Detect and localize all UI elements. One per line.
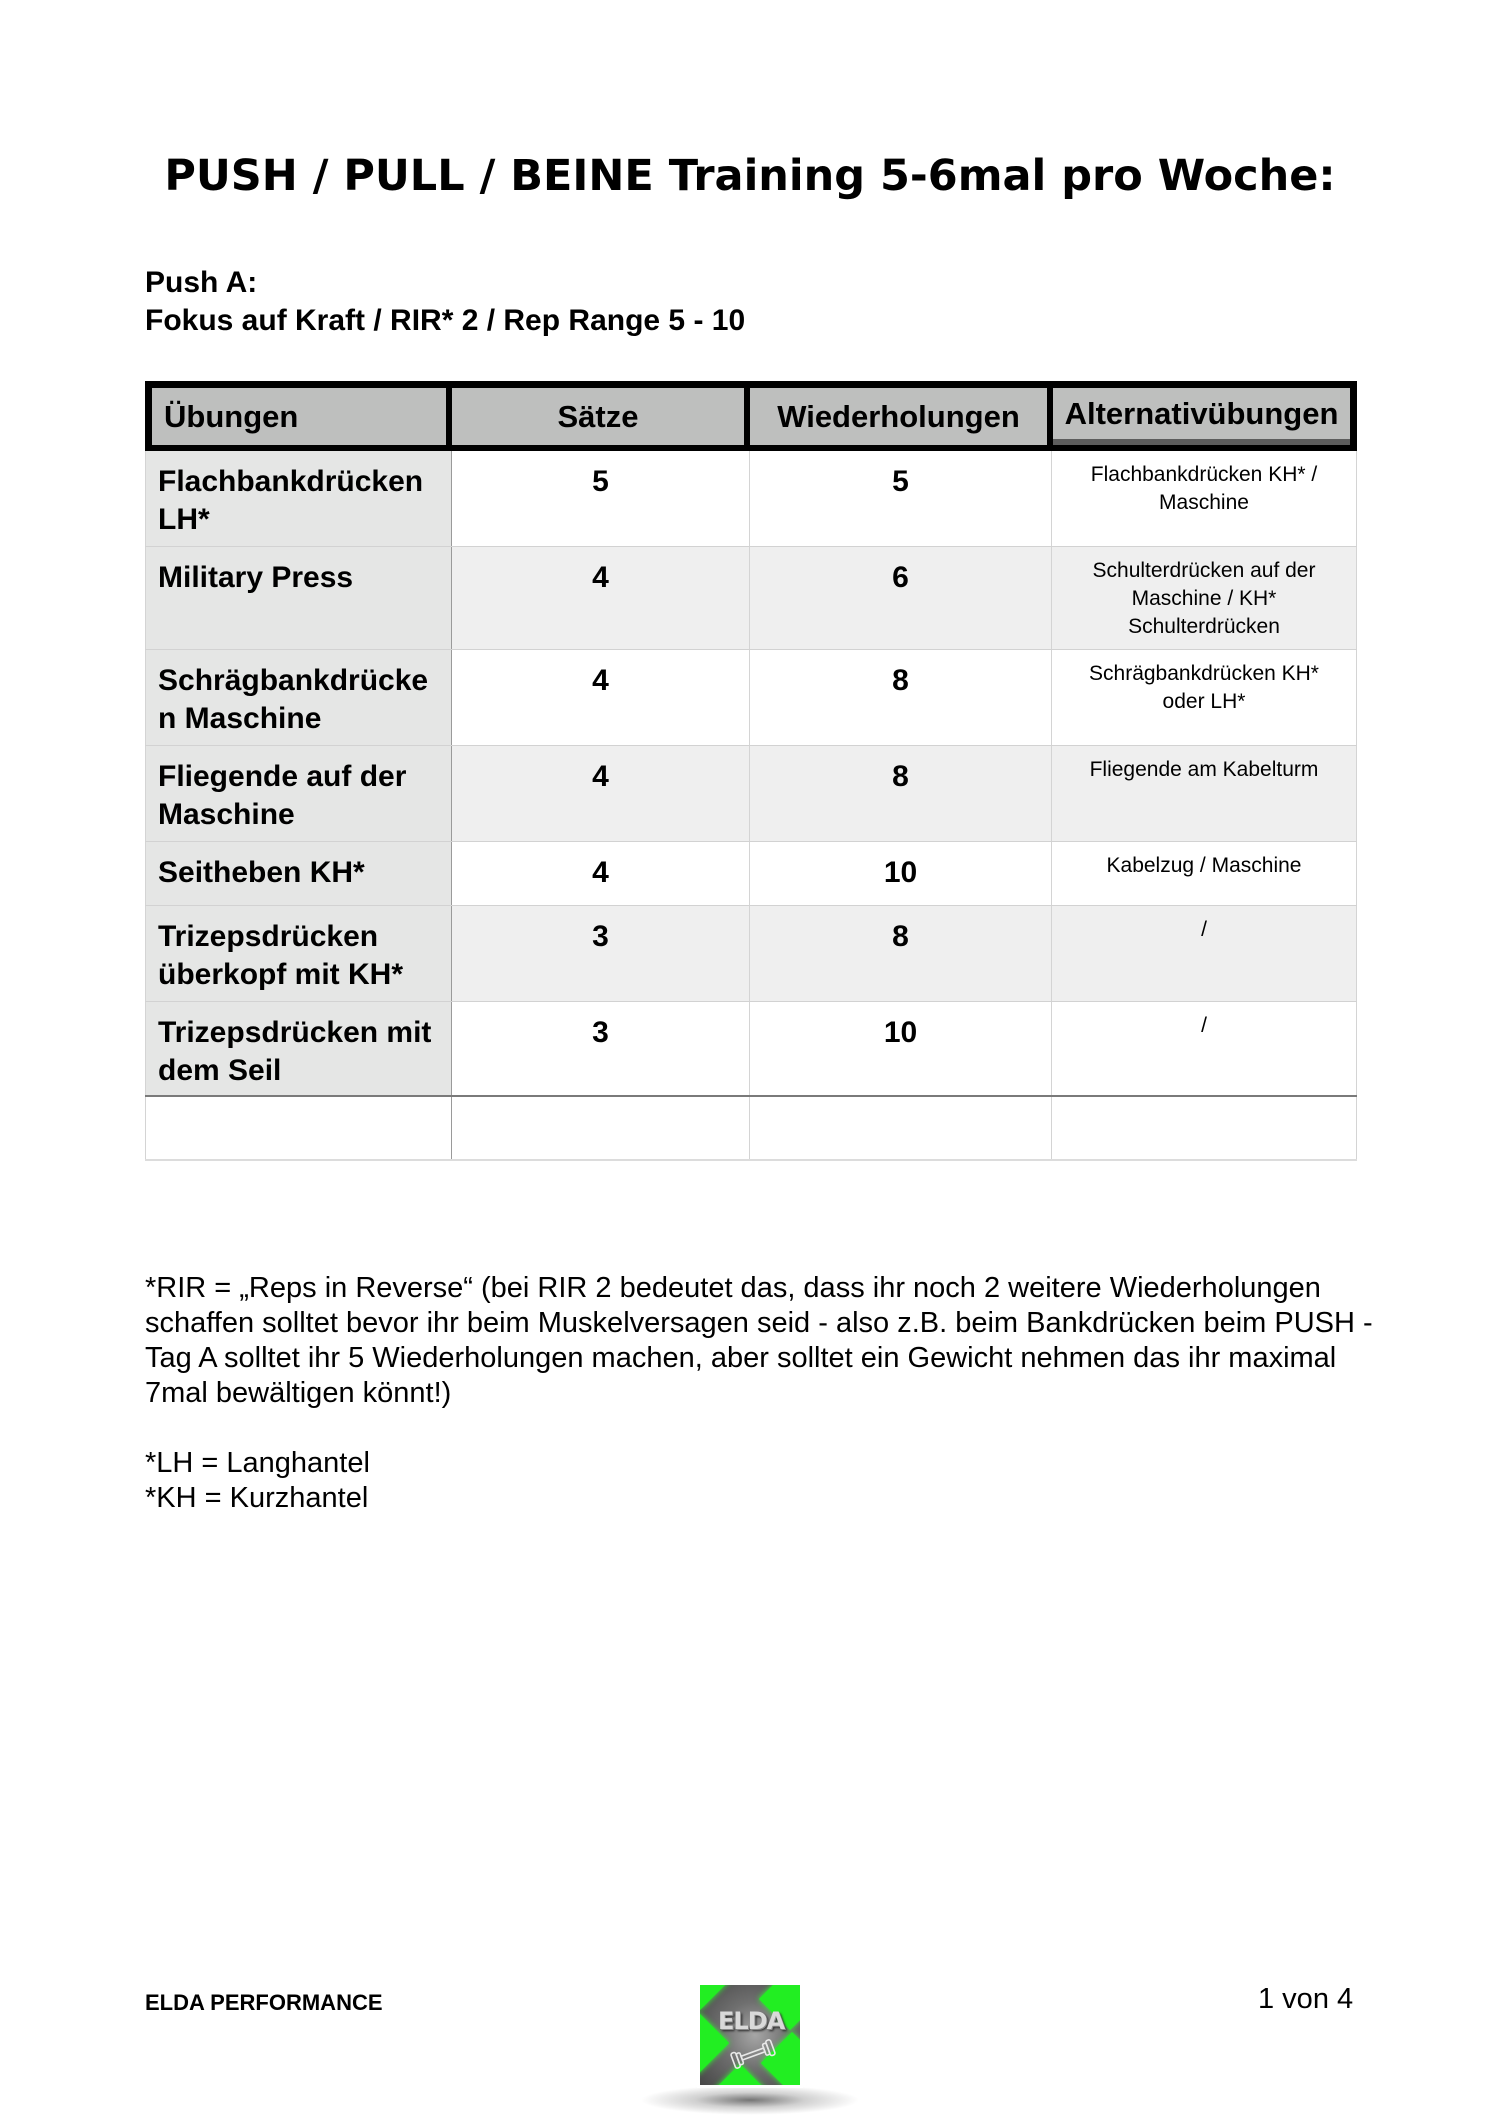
alternative-cell: Fliegende am Kabelturm bbox=[1052, 746, 1357, 841]
table-row bbox=[145, 451, 1357, 547]
section-focus: Fokus auf Kraft / RIR* 2 / Rep Range 5 - 10 bbox=[145, 304, 746, 337]
sets-cell: 4 bbox=[452, 842, 750, 905]
logo-shadow bbox=[640, 2085, 860, 2115]
alternative-cell: Schulterdrücken auf der Maschine / KH* Schulterdrücken bbox=[1052, 547, 1357, 649]
footnote-kh: *KH = Kurzhantel bbox=[145, 1482, 369, 1514]
column-header-exercises: Übungen bbox=[152, 388, 446, 445]
table-row bbox=[145, 1002, 1357, 1097]
alternative-cell: / bbox=[1052, 1002, 1357, 1095]
exercise-cell: Seitheben KH* bbox=[145, 842, 452, 905]
logo-image bbox=[700, 1985, 800, 2085]
sets-cell: 5 bbox=[452, 451, 750, 546]
table-header bbox=[145, 381, 1357, 451]
exercise-cell: Trizepsdrücken mit dem Seil bbox=[145, 1002, 452, 1095]
empty-cell bbox=[452, 1097, 750, 1159]
table-row bbox=[145, 547, 1357, 650]
sets-cell: 3 bbox=[452, 906, 750, 1001]
empty-cell bbox=[750, 1097, 1052, 1159]
column-header-reps: Wiederholungen bbox=[750, 388, 1047, 445]
reps-cell: 8 bbox=[750, 650, 1052, 745]
exercise-cell: Military Press bbox=[145, 547, 452, 649]
alternative-cell: Schrägbankdrücken KH* oder LH* bbox=[1052, 650, 1357, 745]
sets-cell: 3 bbox=[452, 1002, 750, 1095]
section-title: Push A: bbox=[145, 266, 258, 299]
alternative-cell: / bbox=[1052, 906, 1357, 1001]
page-title: PUSH / PULL / BEINE Training 5-6mal pro Woche: bbox=[164, 151, 1336, 201]
reps-cell: 8 bbox=[750, 746, 1052, 841]
exercise-table bbox=[145, 381, 1357, 1161]
footnote-rir: *RIR = „Reps in Reverse“ (bei RIR 2 bedeutet das, dass ihr noch 2 weitere Wiederholungen schaffen solltet bevor ihr beim Muskelversagen seid - also z.B. beim Bankdrücken beim PUSH - Tag A solltet ihr 5 Wiederholungen machen, aber solltet ein Gewicht nehmen das ihr maximal 7mal bewältigen könnt!) bbox=[145, 1272, 1373, 1409]
exercise-cell: Flachbankdrücken LH* bbox=[145, 451, 452, 546]
page-number: 1 von 4 bbox=[1258, 1983, 1354, 2015]
sets-cell: 4 bbox=[452, 547, 750, 649]
exercise-cell: Trizepsdrücken überkopf mit KH* bbox=[145, 906, 452, 1001]
table-row-empty bbox=[145, 1097, 1357, 1161]
reps-cell: 8 bbox=[750, 906, 1052, 1001]
exercise-cell: Schrägbankdrücken Maschine bbox=[145, 650, 452, 745]
logo-text: ELDA bbox=[718, 2007, 785, 2035]
column-header-sets: Sätze bbox=[452, 388, 744, 445]
brand-logo bbox=[697, 1982, 803, 2088]
footer-brand: ELDA PERFORMANCE bbox=[145, 1990, 383, 2015]
table-row bbox=[145, 842, 1357, 906]
alternative-cell: Kabelzug / Maschine bbox=[1052, 842, 1357, 905]
table-row bbox=[145, 906, 1357, 1002]
table-row bbox=[145, 650, 1357, 746]
empty-cell bbox=[145, 1097, 452, 1159]
footnote-lh: *LH = Langhantel bbox=[145, 1447, 370, 1479]
reps-cell: 10 bbox=[750, 842, 1052, 905]
empty-cell bbox=[1052, 1097, 1357, 1159]
column-header-alternatives: Alternativübungen bbox=[1053, 388, 1350, 445]
sets-cell: 4 bbox=[452, 746, 750, 841]
table-row bbox=[145, 746, 1357, 842]
reps-cell: 5 bbox=[750, 451, 1052, 546]
reps-cell: 6 bbox=[750, 547, 1052, 649]
alternative-cell: Flachbankdrücken KH* / Maschine bbox=[1052, 451, 1357, 546]
sets-cell: 4 bbox=[452, 650, 750, 745]
dumbbell-icon bbox=[728, 2039, 778, 2069]
exercise-cell: Fliegende auf der Maschine bbox=[145, 746, 452, 841]
reps-cell: 10 bbox=[750, 1002, 1052, 1095]
